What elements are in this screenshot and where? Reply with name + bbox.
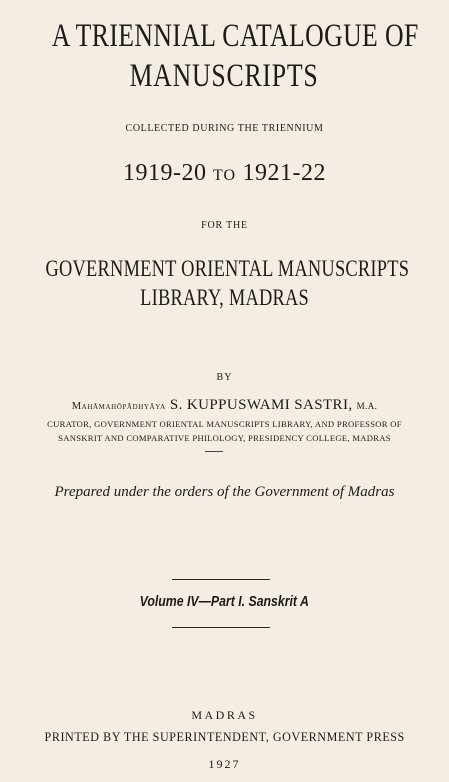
author-line [0,397,449,414]
by-text: BY [216,372,233,383]
for-the-text: FOR THE [201,220,248,231]
library-line-2-text: LIBRARY, MADRAS [140,285,309,310]
title-line-1-text: A TRIENNIAL CATALOGUE OF [51,18,419,54]
curator-line-1: CURATOR, GOVERNMENT ORIENTAL MANUSCRIPTS LIBRARY, AND PROFESSOR OF [47,419,402,429]
period-start: 1919-20 [122,160,207,186]
title-line-2 [0,58,449,95]
title-line-2-text: MANUSCRIPTS [130,58,319,94]
imprint-printer-text: PRINTED BY THE SUPERINTENDENT, GOVERNMENT PRESS [44,729,405,744]
triennium-period [0,160,449,187]
imprint-year: 1927 [208,757,241,771]
period-to: TO [212,167,237,184]
imprint-city: MADRAS [191,708,258,722]
author-name: S. KUPPUSWAMI SASTRI, [169,397,353,413]
curator-line-2: SANSKRIT AND COMPARATIVE PHILOLOGY, PRESIDENCY COLLEGE, MADRAS [58,433,391,443]
author-degree: M.A. [356,401,378,411]
library-line-1-text: GOVERNMENT ORIENTAL MANUSCRIPTS [45,256,410,281]
library-line-2 [0,285,449,311]
period-end: 1921-22 [242,160,327,186]
author-honorific: Mahāmahōpādhyāya [71,401,166,412]
prepared-under-text: Prepared under the orders of the Government of Madras [54,484,395,500]
volume-text: Volume IV—Part I. Sanskrit A [139,593,310,610]
volume-rule-top [172,579,270,580]
volume-rule-bottom [172,627,270,628]
ornament-dash [205,451,223,452]
collected-during-text: COLLECTED DURING THE TRIENNIUM [125,123,324,134]
library-line-1 [0,256,449,282]
title-line-1 [0,18,449,55]
volume-line [0,593,449,610]
imprint-printer [0,729,449,745]
